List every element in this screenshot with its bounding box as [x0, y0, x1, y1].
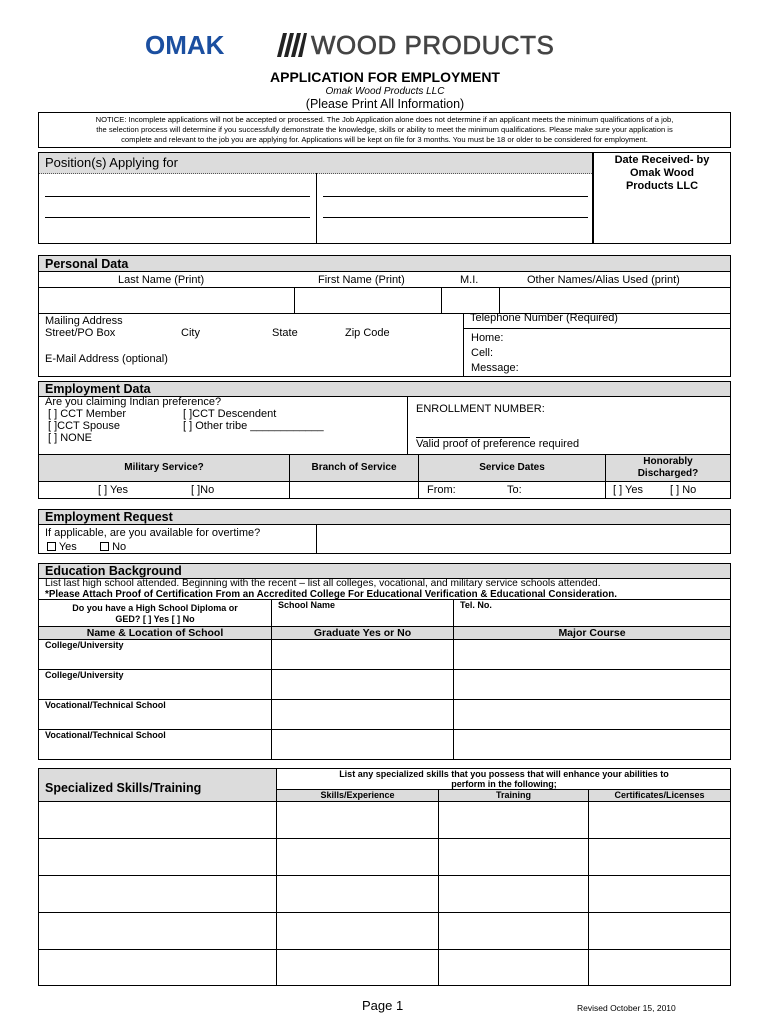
- date-received-box: [593, 152, 731, 244]
- state-label: State: [272, 327, 298, 339]
- col-name-location: Name & Location of School: [86, 627, 224, 639]
- indian-preference-q: Are you claiming Indian preference?: [45, 396, 222, 408]
- other-tribe-option[interactable]: [ ] Other tribe ____________: [183, 420, 324, 432]
- military-service-label: Military Service?: [124, 462, 204, 473]
- date-received-2: Omak Wood: [630, 167, 694, 179]
- education-row[interactable]: [39, 700, 730, 729]
- education-row[interactable]: [39, 730, 730, 759]
- tel-no-label: Tel. No.: [460, 600, 492, 610]
- company-logo: [145, 30, 625, 60]
- revised-date: Revised October 15, 2010: [577, 1003, 676, 1013]
- education-row-label: College/University: [45, 670, 124, 680]
- skills-row[interactable]: [39, 802, 730, 838]
- date-received-1: Date Received- by: [614, 154, 710, 166]
- education-row[interactable]: [39, 640, 730, 669]
- skills-col-2: Training: [495, 790, 531, 800]
- notice-line-2: the selection process will determine if you successfully demonstrate the knowledge, skills or ability to meet the minimum qualifications. Please make sure your application is: [96, 125, 673, 134]
- skills-instruction-1: List any specialized skills that you possess that will enhance your abilities to: [339, 769, 669, 779]
- telephone-label: Telephone Number (Required): [470, 312, 618, 324]
- mailing-address-label: Mailing Address: [45, 315, 123, 327]
- notice-line-1: NOTICE: Incomplete applications will not be accepted or processed. The Job Application alone does not determine if an applicant meets the minimum qualifications of a job,: [95, 115, 674, 124]
- skills-row[interactable]: [39, 913, 730, 949]
- skills-row[interactable]: [39, 876, 730, 912]
- position-line-2[interactable]: [45, 217, 310, 218]
- valid-proof-note: Valid proof of preference required: [416, 438, 580, 450]
- overtime-no-checkbox[interactable]: [100, 542, 109, 551]
- cct-member-option[interactable]: [ ] CCT Member: [48, 408, 127, 420]
- logo-stripes-icon: [277, 33, 307, 57]
- form-title: APPLICATION FOR EMPLOYMENT: [270, 69, 500, 85]
- employment-request-title: Employment Request: [45, 510, 173, 524]
- zip-label: Zip Code: [345, 327, 390, 339]
- city-label: City: [181, 327, 200, 339]
- first-name-label: First Name (Print): [318, 274, 405, 286]
- personal-data-header: [39, 256, 730, 272]
- education-row-label: Vocational/Technical School: [45, 700, 166, 710]
- school-name-label: School Name: [278, 600, 336, 610]
- honorably-label-2: Discharged?: [637, 468, 699, 479]
- service-to-label: To:: [507, 484, 522, 496]
- skills-title: Specialized Skills/Training: [45, 781, 202, 795]
- overtime-yes[interactable]: [47, 541, 77, 553]
- notice-box: [38, 112, 731, 148]
- skills-col-1: Skills/Experience: [320, 790, 395, 800]
- skills-col-3: Certificates/Licenses: [614, 790, 705, 800]
- col-major: Major Course: [558, 627, 626, 639]
- overtime-no-label: No: [112, 541, 127, 553]
- education-row-label: Vocational/Technical School: [45, 730, 166, 740]
- branch-label: Branch of Service: [311, 462, 397, 473]
- hs-diploma-q1: Do you have a High School Diploma or: [72, 603, 238, 613]
- service-dates-label: Service Dates: [479, 462, 545, 473]
- home-label: Home:: [471, 332, 504, 344]
- last-name-field[interactable]: [39, 288, 293, 312]
- military-yes-option[interactable]: [ ] Yes: [98, 484, 128, 496]
- education-row-label: College/University: [45, 640, 124, 650]
- enrollment-label: ENROLLMENT NUMBER:: [416, 403, 545, 415]
- cct-descendent-option[interactable]: [ ]CCT Descendent: [183, 408, 277, 420]
- hs-diploma-q2[interactable]: GED? [ ] Yes [ ] No: [115, 614, 195, 624]
- page-number: Page 1: [362, 998, 404, 1013]
- message-label: Message:: [471, 362, 519, 374]
- company-name: Omak Wood Products LLC: [325, 86, 445, 97]
- military-no-option[interactable]: [ ]No: [191, 484, 215, 496]
- overtime-no[interactable]: [100, 541, 126, 553]
- discharged-no-option[interactable]: [ ] No: [670, 484, 697, 496]
- last-name-label: Last Name (Print): [118, 274, 205, 286]
- logo-wood-products: WOOD PRODUCTS: [311, 30, 555, 60]
- education-row[interactable]: [39, 670, 730, 699]
- col-graduate: Graduate Yes or No: [313, 627, 412, 639]
- print-note: (Please Print All Information): [305, 97, 465, 111]
- service-from-label: From:: [427, 484, 456, 496]
- education-instruction-1: List last high school attended. Beginning with the recent – list all colleges, vocational, and military service schools attended.: [45, 578, 601, 589]
- none-option[interactable]: [ ] NONE: [48, 432, 93, 444]
- mi-field[interactable]: [442, 288, 498, 312]
- branch-field[interactable]: [290, 482, 417, 498]
- education-title: Education Background: [45, 564, 182, 578]
- discharged-yes-option[interactable]: [ ] Yes: [613, 484, 643, 496]
- skills-row[interactable]: [39, 839, 730, 875]
- position-line-1[interactable]: [45, 196, 310, 197]
- overtime-question: If applicable, are you available for overtime?: [45, 527, 261, 539]
- logo-omak: OMAK: [145, 30, 225, 60]
- notice-line-3: complete and relevant to the job you are applying for. Applications will be kept on file for 3 months. You must be 18 or older to be considered for employment.: [121, 135, 648, 144]
- overtime-yes-checkbox[interactable]: [47, 542, 56, 551]
- honorably-label-1: Honorably: [643, 456, 693, 467]
- positions-label: Position(s) Applying for: [45, 155, 178, 170]
- other-names-label: Other Names/Alias Used (print): [527, 274, 680, 286]
- personal-data-title: Personal Data: [45, 257, 129, 271]
- email-label: E-Mail Address (optional): [45, 353, 168, 365]
- cct-spouse-option[interactable]: [ ]CCT Spouse: [48, 420, 120, 432]
- overtime-yes-label: Yes: [58, 541, 77, 553]
- date-received-3: Products LLC: [625, 180, 699, 192]
- skills-instruction-2: perform in the following;: [451, 779, 557, 789]
- mi-label: M.I.: [460, 274, 479, 286]
- employment-data-title: Employment Data: [45, 382, 151, 396]
- position-line-3[interactable]: [323, 196, 588, 197]
- skills-row[interactable]: [39, 950, 730, 985]
- other-names-field[interactable]: [500, 288, 730, 312]
- cell-label: Cell:: [471, 347, 494, 359]
- position-line-4[interactable]: [323, 217, 588, 218]
- street-label: Street/PO Box: [45, 327, 116, 339]
- education-instruction-2: *Please Attach Proof of Certification From an Accredited College For Educational Verification & Educational Consideration.: [45, 589, 617, 600]
- first-name-field[interactable]: [295, 288, 440, 312]
